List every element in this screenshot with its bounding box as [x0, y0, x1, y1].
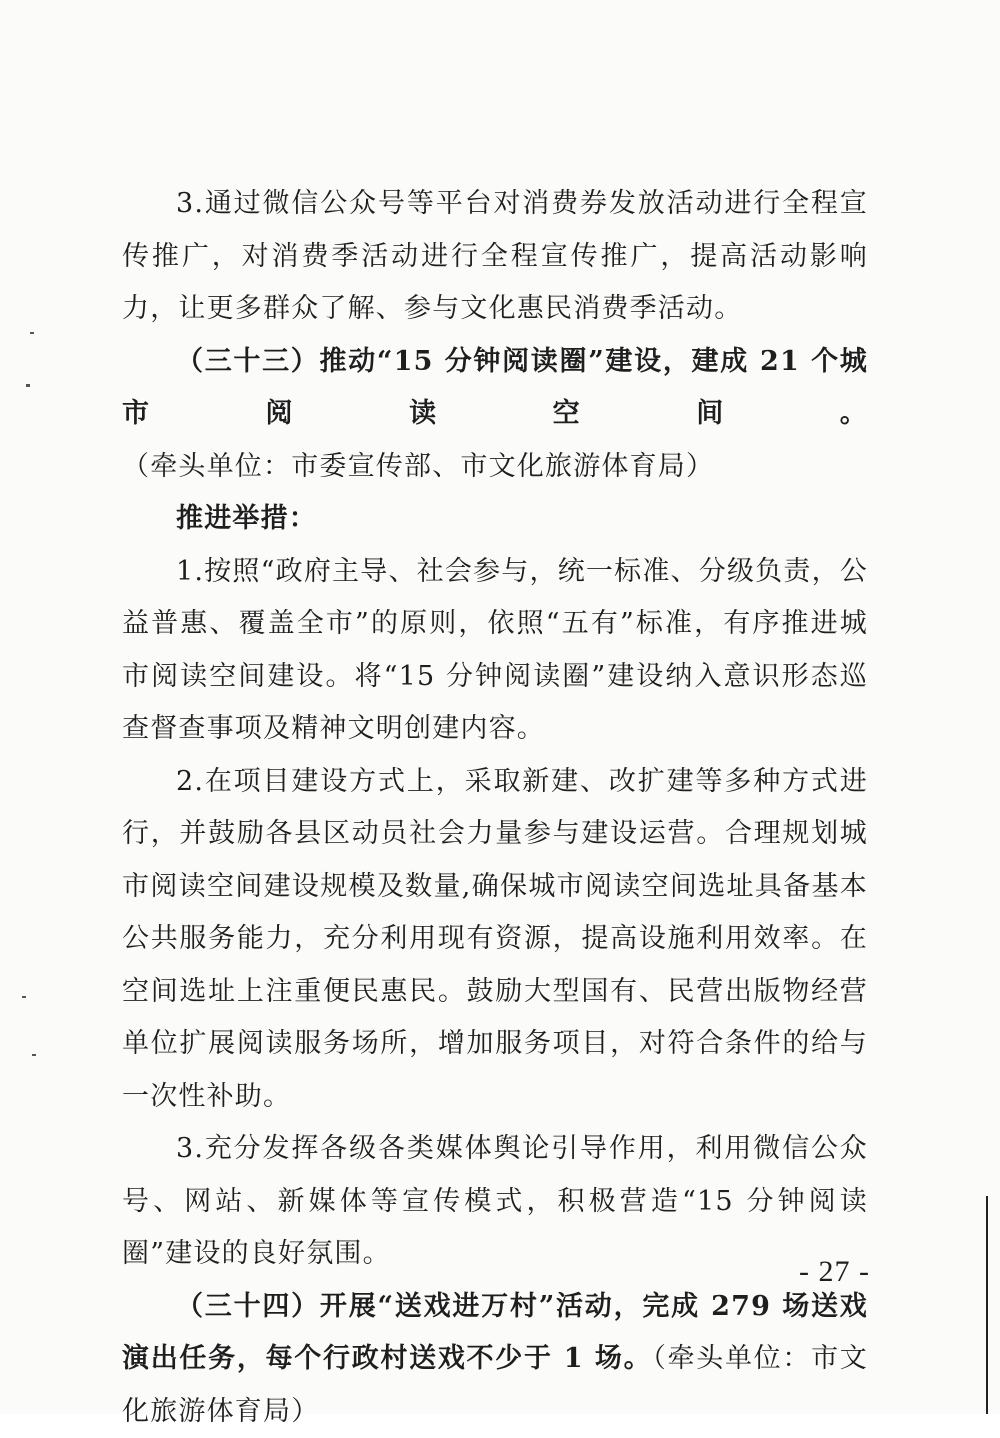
heading-item-33-title: （三十三）推动“15 分钟阅读圈”建设，建成 21 个城市阅读空间。: [122, 346, 868, 430]
scan-speck: [22, 996, 26, 998]
body-text: [122, 178, 868, 1438]
paragraph-measure-2: 2.在项目建设方式上，采取新建、改扩建等多种方式进行，并鼓励各县区动员社会力量参与建设运营。合理规划城市阅读空间建设规模及数量,确保城市阅读空间选址具备基本公共服务能力，充分利用现有资源，提高设施利用效率。在空间选址上注重便民惠民。鼓励大型国有、民营出版物经营单位扩展阅读服务场所，增加服务项目，对符合条件的给与一次性补助。: [122, 756, 868, 1124]
paragraph-measure-3: 3.充分发挥各级各类媒体舆论引导作用，利用微信公众号、网站、新媒体等宣传模式，积极营造“15 分钟阅读圈”建设的良好氛围。: [122, 1123, 868, 1281]
heading-item-34-lead-units: （牵头单位：市文化旅游体育局）: [122, 1343, 868, 1427]
heading-item-34-title: （三十四）开展“送戏进万村”活动，完成 279 场送戏演出任务，每个行政村送戏不少于 1 场。: [122, 1291, 868, 1375]
subheading-measures: 推进举措：: [122, 493, 868, 546]
scan-edge-line: [986, 1196, 988, 1414]
heading-item-33-lead-units: （牵头单位：市委宣传部、市文化旅游体育局）: [122, 451, 714, 482]
scan-speck: [30, 332, 34, 334]
paragraph-wechat-promotion: 3.通过微信公众号等平台对消费券发放活动进行全程宣传推广，对消费季活动进行全程宣传推广，提高活动影响力，让更多群众了解、参与文化惠民消费季活动。: [122, 178, 868, 336]
scan-speck: [26, 384, 30, 387]
scan-speck: [32, 1054, 36, 1056]
heading-item-33: [122, 336, 868, 494]
page-number: - 27 -: [790, 1255, 870, 1289]
paragraph-measure-1: 1.按照“政府主导、社会参与，统一标准、分级负责，公益普惠、覆盖全市”的原则，依照“五有”标准，有序推进城市阅读空间建设。将“15 分钟阅读圈”建设纳入意识形态巡查督查事项及精神文明创建内容。: [122, 546, 868, 756]
heading-item-34: [122, 1281, 868, 1438]
